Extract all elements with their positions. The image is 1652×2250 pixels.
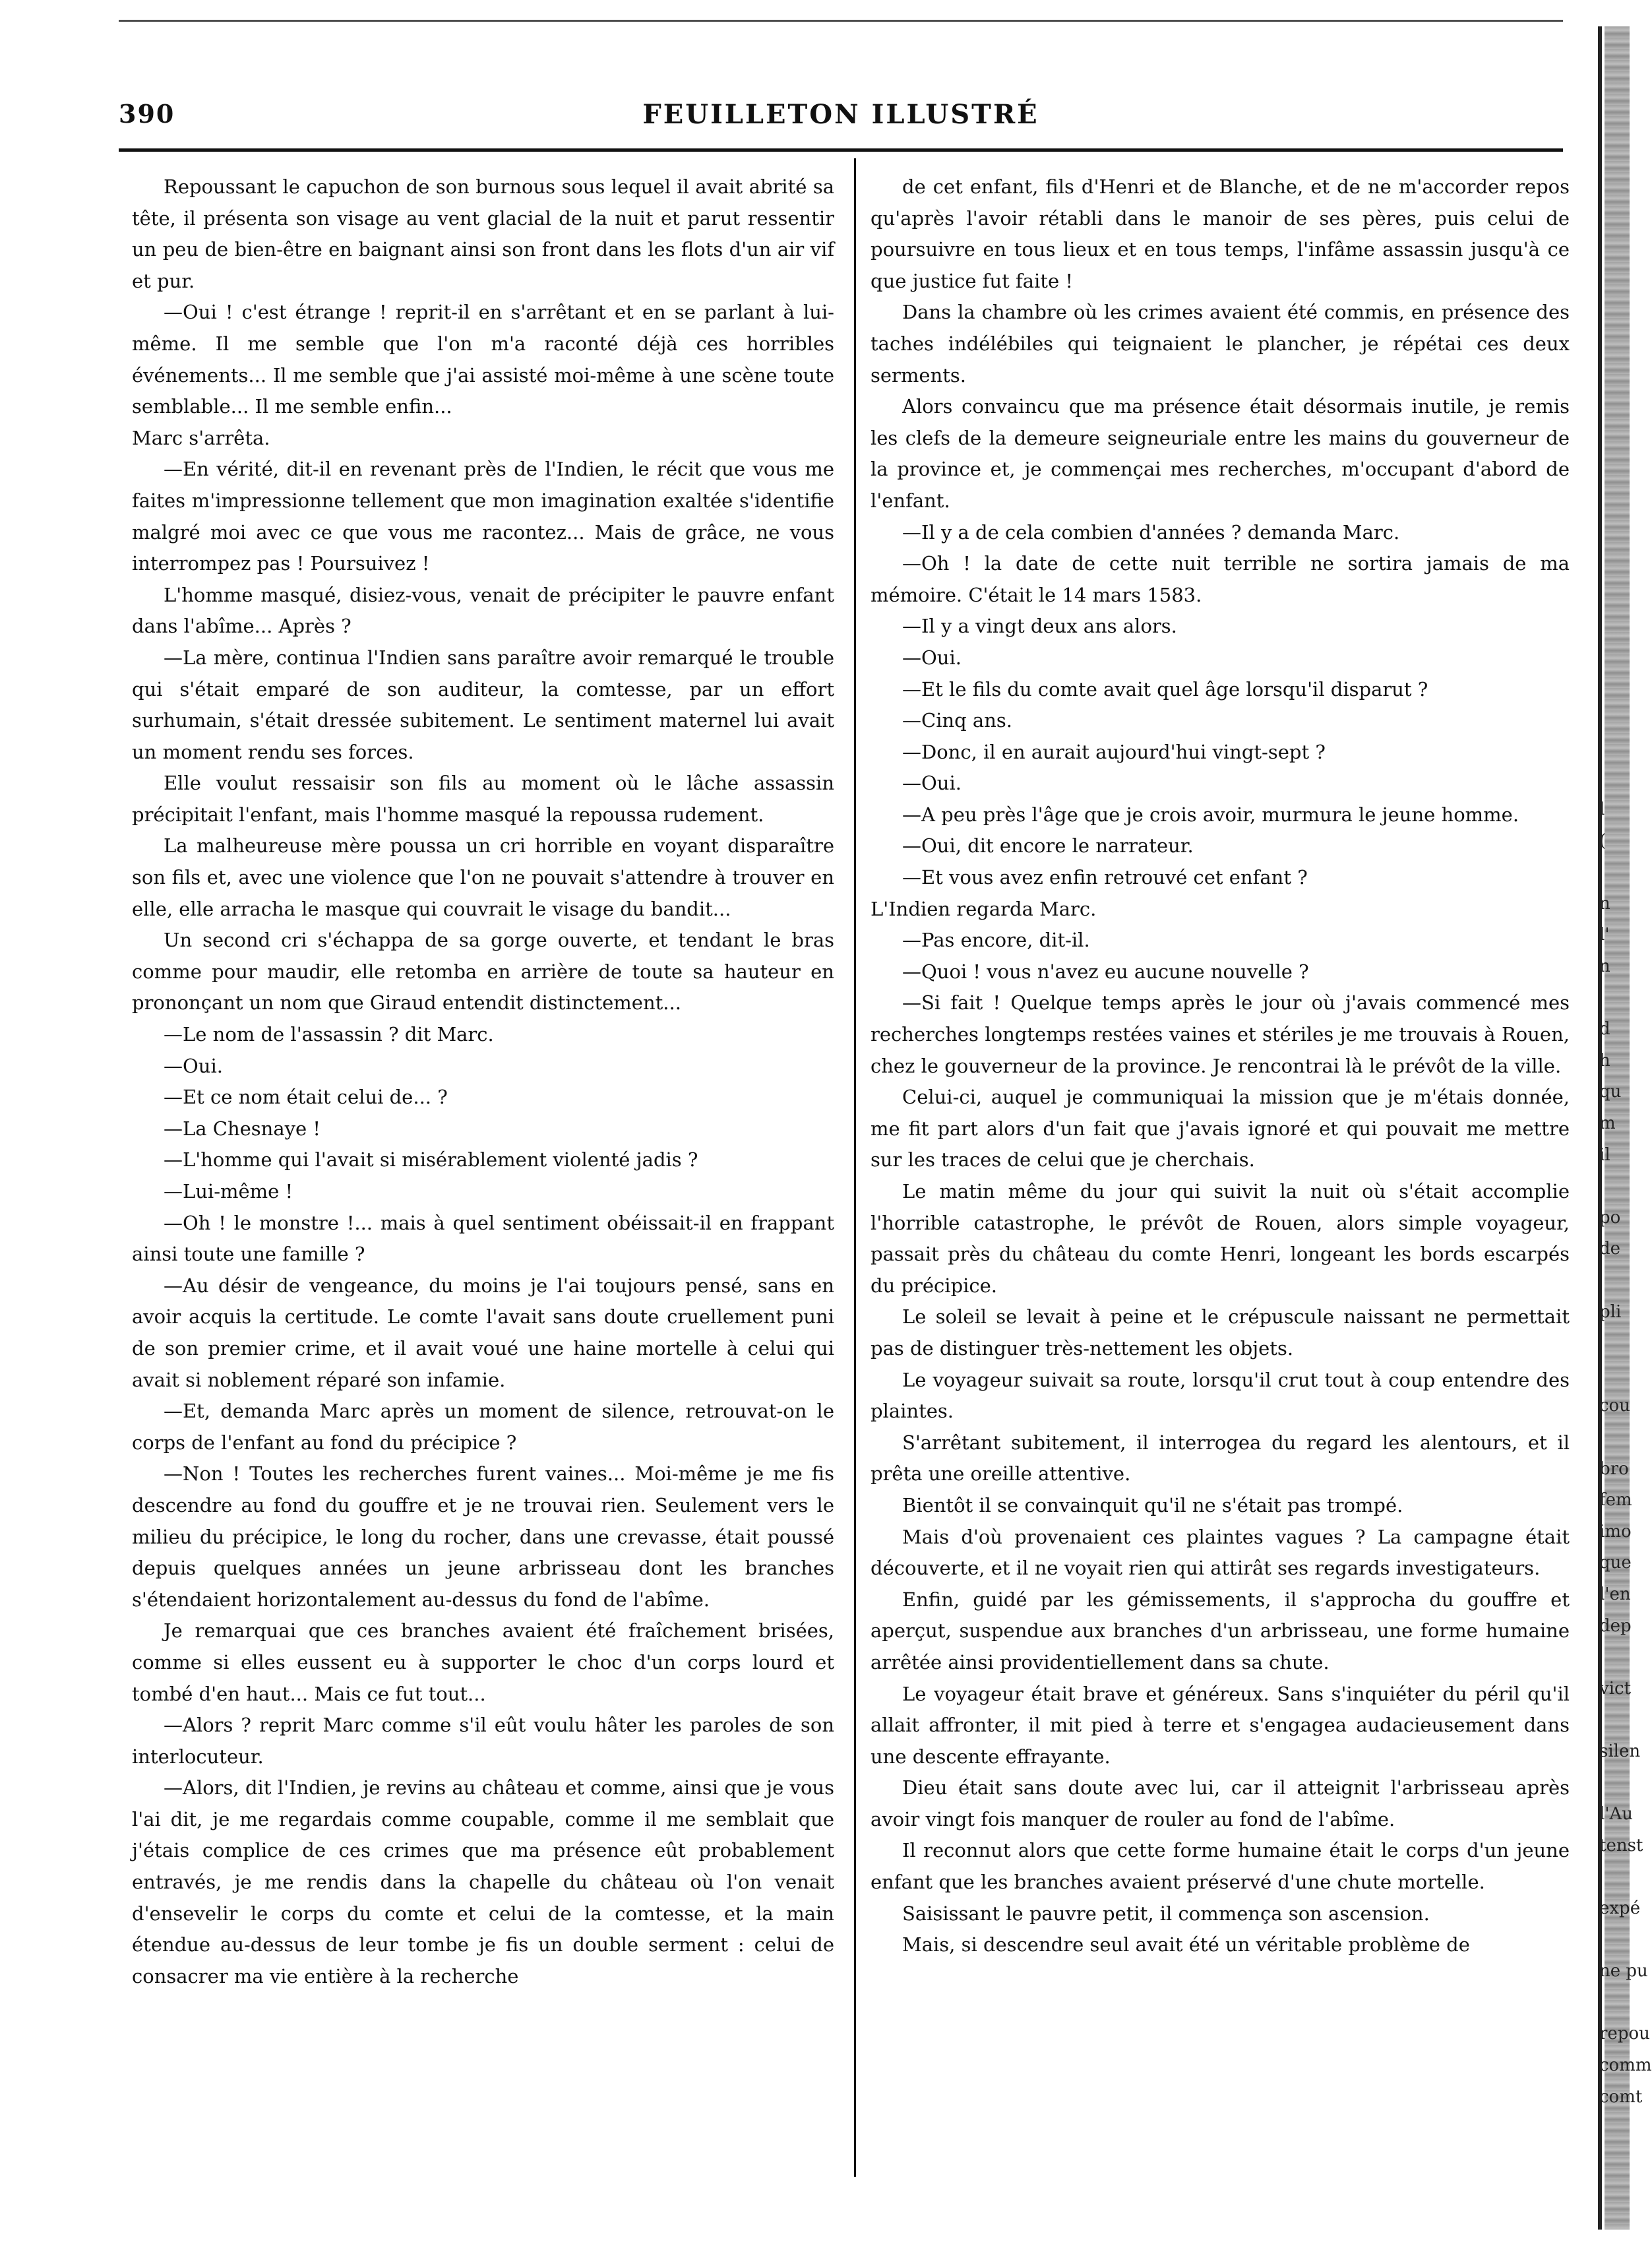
page-number: 390	[119, 99, 175, 129]
right-column-paragraph: Enfin, guidé par les gémissements, il s'approcha du gouffre et aperçut, suspendue aux branches d'un arbrisseau, une forme humaine arrêtée ainsi providentiellement dans sa chute.	[871, 1588, 1570, 1673]
edge-fragment: n	[1599, 956, 1610, 976]
edge-fragment: comm	[1599, 2055, 1652, 2075]
edge-fragment: silen	[1599, 1741, 1641, 1761]
right-column-paragraph: Le voyageur était brave et généreux. Sans s'inquiéter du péril qu'il allait affronter, il mit pied à terre et s'engagea audacieusement dans une descente effrayante.	[871, 1682, 1570, 1768]
left-column-paragraph: —Le nom de l'assassin ? dit Marc.	[164, 1023, 494, 1046]
edge-fragment: dep	[1599, 1615, 1632, 1636]
left-column-paragraph: —En vérité, dit-il en revenant près de l'Indien, le récit que vous me faites m'impressionne tellement que mon imagination exaltée s'identifie malgré moi avec ce que vous me racontez... Mais de grâce, ne vous interrompez pas ! Poursuivez !	[132, 458, 834, 575]
right-column-paragraph: —Quoi ! vous n'avez eu aucune nouvelle ?	[902, 960, 1309, 983]
edge-fragment: vict	[1599, 1678, 1632, 1699]
left-column-paragraph: —Alors ? reprit Marc comme s'il eût voulu hâter les paroles de son interlocuteur.	[132, 1714, 834, 1768]
right-column-paragraph: —Oui.	[902, 646, 962, 669]
right-column	[871, 172, 1570, 1961]
left-column	[132, 172, 834, 1992]
right-column-paragraph: —Il y a de cela combien d'années ? demanda Marc.	[902, 520, 1400, 544]
right-column-paragraph: —A peu près l'âge que je crois avoir, murmura le jeune homme.	[902, 803, 1519, 826]
right-column-paragraph: —Cinq ans.	[902, 709, 1012, 732]
right-column-paragraph: Dans la chambre où les crimes avaient été commis, en présence des taches indélébiles qui teignaient le plancher, je répétai ces deux serments.	[871, 301, 1570, 387]
edge-fragment: l'Au	[1599, 1804, 1633, 1825]
left-column-paragraph: —Alors, dit l'Indien, je revins au château et comme, ainsi que je vous l'ai dit, je me regardais comme coupable, comme il me semblait que j'étais complice de ces crimes que ma présence eût probablement entravés, je me rendis dans la chapelle du château où l'on venait d'ensevelir le corps du comte et celui de la comtesse, et la main étendue au-dessus de leur tombe je fis un double serment : celui de consacrer ma vie entière à la recherche	[132, 1776, 834, 1987]
edge-fragment: ne pu	[1599, 1961, 1648, 1982]
right-column-paragraph: —Il y a vingt deux ans alors.	[902, 615, 1177, 638]
left-column-paragraph: Elle voulut ressaisir son fils au moment où le lâche assassin précipitait l'enfant, mais l'homme masqué la repoussa rudement.	[132, 772, 834, 826]
right-column-paragraph: Dieu était sans doute avec lui, car il atteignit l'arbrisseau après avoir vingt fois manquer de rouler au fond de l'abîme.	[871, 1776, 1570, 1830]
left-column-paragraph: —Lui-même !	[164, 1180, 293, 1203]
column-rule	[854, 158, 856, 2177]
right-column-paragraph: Le soleil se levait à peine et le crépuscule naissant ne permettait pas de distinguer très-nettement les objets.	[871, 1305, 1570, 1359]
edge-fragment: qu	[1599, 1082, 1622, 1102]
left-column-paragraph: —Et ce nom était celui de... ?	[164, 1086, 448, 1109]
right-column-paragraph: —Et le fils du comte avait quel âge lorsqu'il disparut ?	[902, 677, 1428, 701]
right-column-paragraph: S'arrêtant subitement, il interrogea du regard les alentours, et il prêta une oreille attentive.	[871, 1431, 1570, 1485]
right-column-paragraph: Mais d'où provenaient ces plaintes vagues ? La campagne était découverte, et il ne voyait rien qui attirât ses regards investigateurs.	[871, 1525, 1570, 1580]
edge-fragment: imo	[1599, 1521, 1632, 1542]
right-column-paragraph: —Pas encore, dit-il.	[902, 929, 1090, 952]
right-column-paragraph: Mais, si descendre seul avait été un véritable problème de	[902, 1933, 1470, 1956]
right-column-paragraph: Saisissant le pauvre petit, il commença son ascension.	[902, 1902, 1430, 1925]
edge-fragment: comt	[1599, 2086, 1643, 2107]
right-column-paragraph: Bientôt il se convainquit qu'il ne s'était pas trompé.	[902, 1493, 1403, 1516]
edge-fragment: d	[1599, 1019, 1610, 1040]
edge-fragment: tenst	[1599, 1835, 1643, 1856]
edge-fragment: expé	[1599, 1898, 1641, 1918]
edge-fragment: l'	[1599, 925, 1610, 945]
left-column-paragraph: —Au désir de vengeance, du moins je l'ai toujours pensé, sans en avoir acquis la certitude. Le comte l'avait sans doute cruellement puni de son premier crime, et il avait voué une haine mortelle à celui qui avait si noblement réparé son infamie.	[132, 1274, 834, 1391]
edge-fragment: (	[1599, 830, 1606, 851]
right-column-paragraph: —Si fait ! Quelque temps après le jour où j'avais commencé mes recherches longtemps restées vaines et stériles je me trouvais à Rouen, chez le gouverneur de la province. Je rencontrai là le prévôt de la ville.	[871, 991, 1570, 1077]
left-column-paragraph: —La Chesnaye !	[164, 1117, 321, 1140]
left-column-paragraph: —Oui ! c'est étrange ! reprit-il en s'arrêtant et en se parlant à lui-même. Il me semble que l'on m'a raconté déjà ces horribles événements... Il me semble que j'ai assisté moi-même à une scène toute semblable... Il me semble enfin...	[132, 301, 834, 418]
right-column-paragraph: Le matin même du jour qui suivit la nuit où s'était accomplie l'horrible catastrophe, le prévôt de Rouen, alors simple voyageur, passait près du château du comte Henri, longeant les bords escarpés du précipice.	[871, 1180, 1570, 1297]
left-column-paragraph: Un second cri s'échappa de sa gorge ouverte, et tendant le bras comme pour maudir, elle retomba en arrière de toute sa hauteur en prononçant un nom que Giraud entendit distinctement...	[132, 929, 834, 1015]
right-column-paragraph: Alors convaincu que ma présence était désormais inutile, je remis les clefs de la demeure seigneuriale entre les mains du gouverneur de la province et, je commençai mes recherches, m'occupant d'abord de l'enfant.	[871, 395, 1570, 512]
left-column-paragraph: —L'homme qui l'avait si misérablement violenté jadis ?	[164, 1148, 698, 1172]
left-column-paragraph: —La mère, continua l'Indien sans paraître avoir remarqué le trouble qui s'était emparé de son auditeur, la comtesse, par un effort surhumain, s'était dressée subitement. Le sentiment maternel lui avait un moment rendu ses forces.	[132, 646, 834, 763]
edge-fragment: l'en	[1599, 1584, 1631, 1604]
page-header	[119, 99, 1563, 139]
right-column-paragraph: —Oh ! la date de cette nuit terrible ne sortira jamais de ma mémoire. C'était le 14 mars 1583.	[871, 552, 1570, 606]
edge-fragment: pli	[1599, 1301, 1622, 1322]
left-column-paragraph: La malheureuse mère poussa un cri horrible en voyant disparaître son fils et, avec une violence que l'on ne pouvait s'attendre à trouver en elle, elle arracha le masque qui couvrait le visage du bandit...	[132, 834, 834, 920]
right-column-paragraph: —Oui, dit encore le narrateur.	[902, 834, 1194, 858]
next-page-edge	[1573, 26, 1652, 2230]
edge-fragment: il	[1599, 1144, 1610, 1165]
right-column-paragraph: Celui-ci, auquel je communiquai la mission que je m'étais donnée, me fit part alors d'un fait que j'avais ignoré et qui pouvait me mettre sur les traces de celui que je cherchais.	[871, 1086, 1570, 1172]
right-column-paragraph: —Donc, il en aurait aujourd'hui vingt-sept ?	[902, 740, 1326, 763]
edge-fragment: cou	[1599, 1396, 1630, 1416]
left-column-paragraph: L'homme masqué, disiez-vous, venait de précipiter le pauvre enfant dans l'abîme... Après ?	[132, 583, 834, 638]
edge-fragment: po	[1599, 1207, 1621, 1228]
edge-fragment: m	[1599, 1113, 1616, 1133]
left-column-paragraph: —Non ! Toutes les recherches furent vaines... Moi-même je me fis descendre au fond du gouffre et je ne trouvai rien. Seulement vers le milieu du précipice, le long du rocher, dans une crevasse, était poussé depuis quelques années un jeune arbrisseau dont les branches s'étendaient horizontalement au-dessus du fond de l'abîme.	[132, 1462, 834, 1611]
edge-fragment: l	[1599, 799, 1605, 819]
header-rule	[119, 148, 1563, 152]
left-column-paragraph: Je remarquai que ces branches avaient été fraîchement brisées, comme si elles eussent eu à supporter le choc d'un corps lourd et tombé d'en haut... Mais ce fut tout...	[132, 1619, 834, 1705]
right-column-paragraph: —Et vous avez enfin retrouvé cet enfant ?	[902, 866, 1308, 889]
edge-fragment: que	[1599, 1553, 1632, 1573]
left-column-paragraph: —Oh ! le monstre !... mais à quel sentiment obéissait-il en frappant ainsi toute une famille ?	[132, 1211, 834, 1266]
edge-fragment: h	[1599, 1050, 1610, 1071]
edge-fragment: fem	[1599, 1490, 1632, 1511]
right-column-paragraph: Le voyageur suivait sa route, lorsqu'il crut tout à coup entendre des plaintes.	[871, 1368, 1570, 1423]
edge-fragment: repou	[1599, 2024, 1650, 2044]
left-column-paragraph: Repoussant le capuchon de son burnous sous lequel il avait abrité sa tête, il présenta son visage au vent glacial de la nuit et parut ressentir un peu de bien-être en baignant ainsi son front dans les flots d'un air vif et pur.	[132, 175, 834, 292]
scan-top-edge	[119, 20, 1563, 22]
edge-fragment: n	[1599, 893, 1610, 914]
left-column-paragraph: —Et, demanda Marc après un moment de silence, retrouvat-on le corps de l'enfant au fond du précipice ?	[132, 1400, 834, 1454]
right-column-paragraph: Il reconnut alors que cette forme humaine était le corps d'un jeune enfant que les branches avaient préservé d'une chute mortelle.	[871, 1839, 1570, 1894]
right-column-paragraph: —Oui.	[902, 772, 962, 795]
edge-fragment: de	[1599, 1239, 1621, 1259]
left-column-paragraph: Marc s'arrêta.	[132, 426, 270, 449]
right-column-paragraph: de cet enfant, fils d'Henri et de Blanche, et de ne m'accorder repos qu'après l'avoir rétabli dans le manoir de ses pères, puis celui de poursuivre en tous lieux et en tous temps, l'infâme assassin jusqu'à ce que justice fut faite !	[871, 175, 1570, 292]
right-column-paragraph: L'Indien regarda Marc.	[871, 897, 1097, 920]
edge-fragment: bro	[1599, 1458, 1629, 1479]
running-title: FEUILLETON ILLUSTRÉ	[642, 99, 1039, 130]
left-column-paragraph: —Oui.	[164, 1054, 223, 1077]
